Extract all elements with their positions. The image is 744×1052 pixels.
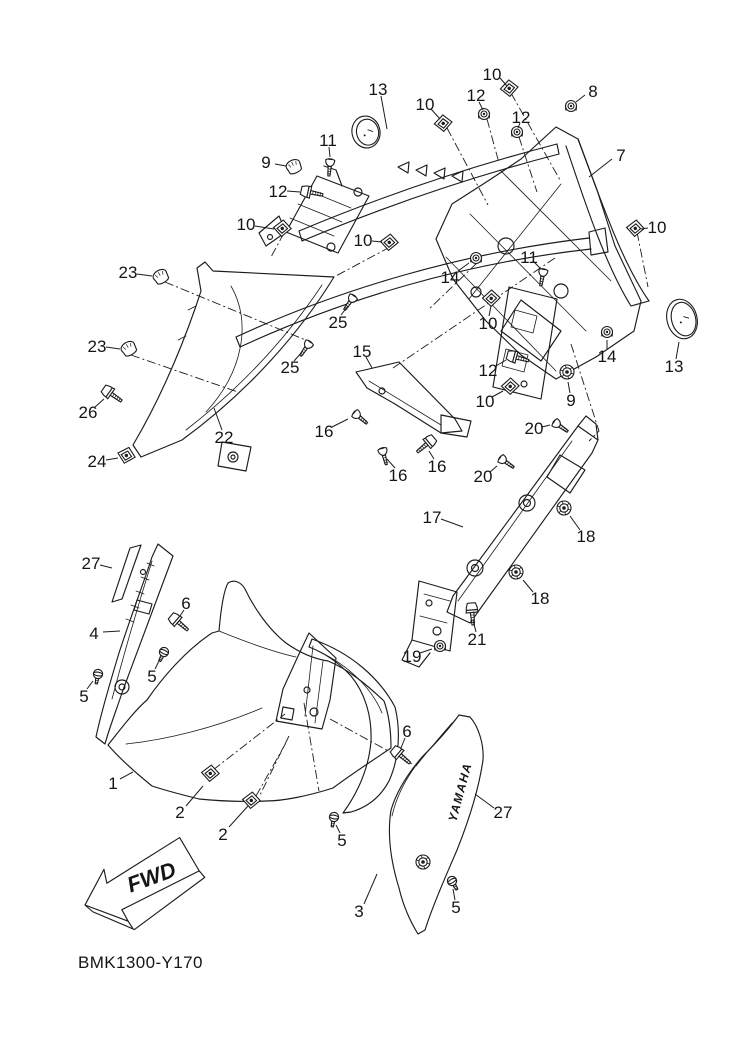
callout-number-13: 13 [664, 357, 684, 376]
callout-number-22: 22 [214, 428, 234, 447]
fastener-grommet-icon [557, 501, 571, 515]
disc-cover-icon [662, 296, 701, 342]
yamaha-logo-text: YAMAHA [445, 760, 475, 824]
fastener-cap-icon [119, 339, 138, 358]
callout-number-10: 10 [353, 231, 373, 250]
part-17-bracket [402, 416, 598, 667]
callout-number-5: 5 [337, 831, 347, 850]
callout-leader-27 [475, 794, 494, 808]
callout-number-16: 16 [427, 457, 447, 476]
callout-leader-1 [120, 772, 133, 779]
callout-number-23: 23 [118, 263, 138, 282]
callout-number-2: 2 [175, 803, 185, 822]
callout-leader-12 [287, 191, 300, 192]
callout-number-10: 10 [647, 218, 667, 237]
callout-number-18: 18 [576, 527, 596, 546]
callout-leader-4 [103, 631, 120, 632]
callout-number-5: 5 [147, 667, 157, 686]
callout-number-10: 10 [236, 215, 256, 234]
callout-number-20: 20 [524, 419, 544, 438]
callout-leader-19 [420, 649, 432, 653]
callout-number-17: 17 [422, 508, 442, 527]
callout-number-10: 10 [482, 65, 502, 84]
fastener-nut-icon [512, 127, 523, 138]
callout-number-5: 5 [79, 687, 89, 706]
callout-number-12: 12 [478, 361, 498, 380]
callout-leader-23 [106, 347, 120, 349]
fastener-nut-icon [479, 109, 490, 120]
callout-number-26: 26 [78, 403, 98, 422]
fastener-pan-icon [536, 268, 548, 287]
callout-number-12: 12 [511, 108, 531, 127]
fastener-bolt-icon [413, 433, 438, 456]
callout-number-25: 25 [328, 313, 348, 332]
fastener-bolt-icon [300, 184, 324, 200]
fastener-grommet-icon [560, 365, 574, 379]
callout-number-5: 5 [451, 898, 461, 917]
fastener-pan-icon [378, 447, 391, 466]
fastener-bolt-icon [167, 611, 192, 634]
fastener-pan-icon [551, 418, 570, 435]
callout-number-25: 25 [280, 358, 300, 377]
callout-number-13: 13 [368, 80, 388, 99]
fastener-bolt-icon [100, 383, 125, 405]
callout-number-6: 6 [181, 594, 191, 613]
callout-number-3: 3 [354, 902, 364, 921]
fastener-nut-icon [602, 327, 613, 338]
fastener-clip-icon [433, 113, 454, 133]
part-27-sticker-left [112, 545, 141, 602]
fastener-flat-icon [328, 812, 340, 828]
assembly-lines [131, 93, 648, 797]
fastener-pan-icon [351, 409, 370, 427]
callout-number-6: 6 [402, 722, 412, 741]
callout-number-10: 10 [415, 95, 435, 114]
callout-number-1: 1 [108, 774, 118, 793]
callout-number-27: 27 [493, 803, 513, 822]
callout-number-19: 19 [402, 647, 422, 666]
fastener-clip-icon [481, 288, 501, 308]
callout-number-7: 7 [616, 146, 626, 165]
fastener-pan-icon [497, 454, 516, 471]
callout-number-16: 16 [388, 466, 408, 485]
callout-number-12: 12 [268, 182, 288, 201]
fastener-nut-icon [566, 101, 577, 112]
fastener-flat-icon [156, 646, 171, 663]
callout-number-9: 9 [566, 391, 576, 410]
callout-number-24: 24 [87, 452, 107, 471]
fwd-arrow [74, 834, 213, 942]
callout-leader-23 [137, 274, 152, 276]
callout-leader-16 [332, 419, 348, 427]
callout-leader-8 [576, 95, 585, 102]
part-7-body [436, 127, 649, 399]
callout-number-20: 20 [473, 467, 493, 486]
fastener-cap-icon [284, 158, 303, 176]
fastener-bolt-icon [506, 349, 530, 366]
callout-leader-17 [441, 519, 463, 527]
callout-number-12: 12 [466, 86, 486, 105]
part-code: BMK1300-Y170 [78, 953, 203, 972]
fastener-grommet-icon [416, 855, 430, 869]
callout-leader-24 [106, 458, 118, 460]
callout-leader-3 [364, 874, 377, 904]
callout-number-21: 21 [467, 630, 487, 649]
callout-number-16: 16 [314, 422, 334, 441]
fastener-nut-icon [471, 253, 482, 264]
callout-leader-9 [275, 164, 286, 166]
callout-number-4: 4 [89, 624, 99, 643]
part-15-flap [356, 362, 471, 437]
fastener-clip-icon [625, 219, 645, 238]
callout-leader-27 [100, 565, 112, 568]
callout-leader-7 [589, 159, 612, 177]
callout-number-11: 11 [520, 248, 538, 267]
fastener-clip-icon [379, 233, 399, 252]
part-4-panel [96, 544, 173, 744]
callout-number-9: 9 [261, 153, 271, 172]
part-3-panel [389, 715, 483, 934]
callout-number-10: 10 [478, 314, 498, 333]
fastener-clip-icon [272, 219, 292, 238]
part-1-front-fender [108, 581, 391, 801]
fastener-flat-icon [92, 669, 104, 685]
callout-leader-2 [229, 806, 248, 827]
fwd-label: FWD [123, 856, 180, 898]
callout-number-15: 15 [352, 342, 372, 361]
callout-number-14: 14 [597, 347, 617, 366]
callout-number-11: 11 [319, 131, 337, 150]
fastener-grommet-icon [509, 565, 523, 579]
callout-number-8: 8 [588, 82, 598, 101]
disc-cover-icon [349, 113, 383, 150]
callout-number-14: 14 [440, 268, 460, 287]
fastener-pan-icon [341, 293, 358, 312]
callout-number-2: 2 [218, 825, 228, 844]
callout-number-27: 27 [81, 554, 101, 573]
callout-leader-13 [381, 96, 387, 129]
callout-number-18: 18 [530, 589, 550, 608]
fastener-nut-icon [435, 641, 446, 652]
callout-number-23: 23 [87, 337, 107, 356]
callout-number-10: 10 [475, 392, 495, 411]
fastener-clip-icon [241, 791, 261, 810]
fastener-pan-icon [324, 158, 334, 176]
fastener-clip-icon [117, 447, 136, 465]
